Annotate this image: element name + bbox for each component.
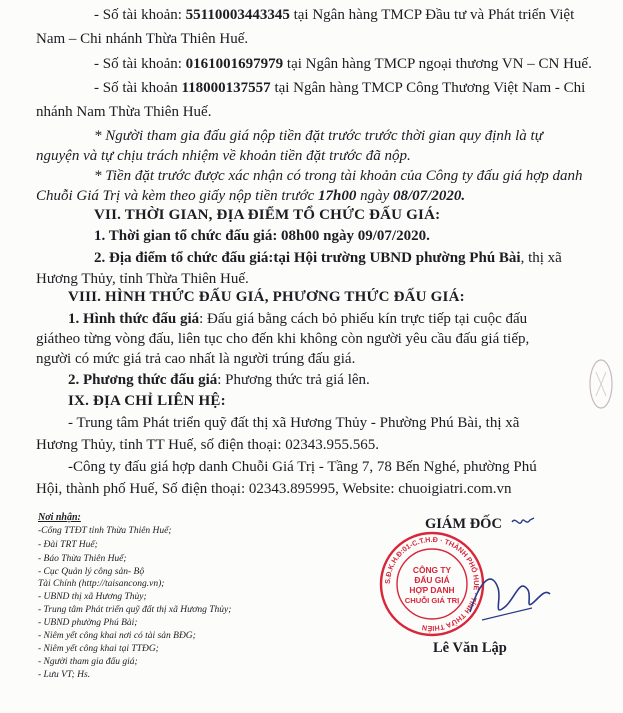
item-label: 1. Hình thức đấu giá	[68, 311, 200, 327]
seal-line: HỢP DANH	[409, 585, 455, 595]
recipient-item: - UBND phường Phú Bài;	[38, 618, 138, 628]
account-label: - Số tài khoản	[94, 80, 182, 96]
item-text: : Đấu giá bằng cách bỏ phiếu kín trực tiếp tại cuộc đấu	[199, 311, 528, 327]
account-bank: tại Ngân hàng TMCP Đầu tư và Phát triển Việt	[289, 7, 575, 23]
note-2-line2	[36, 187, 465, 205]
recipient-item: - Cục Quản lý công sản- Bộ	[38, 567, 145, 577]
initial-mark-icon	[510, 512, 536, 530]
item-label: 2. Địa điểm tổ chức đấu giá:	[94, 250, 274, 266]
section-9-heading: IX. ĐỊA CHỈ LIÊN HỆ:	[68, 393, 226, 409]
section-8-item-1-line2: giátheo từng vòng đấu, liên tục cho đến khi không còn người yêu cầu đấu giá tiếp,	[36, 331, 530, 347]
recipient-item: -Cổng TTĐT tỉnh Thừa Thiên Huế;	[38, 526, 172, 536]
recipient-item: - Đài TRT Huế;	[38, 540, 98, 550]
contact-2-line2: Hội, thành phố Huế, Số điện thoại: 02343.895995, Website: chuoigiatri.com.vn	[36, 481, 512, 497]
recipient-item: - Báo Thừa Thiên Huế;	[38, 554, 127, 564]
note-1-line1: * Người tham gia đấu giá nộp tiền đặt trước trước thời gian quy định là tự	[94, 128, 543, 144]
account-bank: tại Ngân hàng TMCP ngoại thương VN – CN Huế.	[283, 56, 592, 72]
section-8-item-1-line3: người có mức giá trả cao nhất là người trúng đấu giá.	[36, 351, 356, 367]
section-8-heading: VIII. HÌNH THỨC ĐẤU GIÁ, PHƯƠNG THỨC ĐẤU GIÁ:	[68, 289, 465, 305]
signer-name: Lê Văn Lập	[433, 640, 507, 656]
recipient-item: - Niêm yết công khai nơi có tài sản BĐG;	[38, 631, 196, 641]
note-2-line1: * Tiền đặt trước được xác nhận có trong tài khoản của Công ty đấu giá hợp danh	[94, 168, 583, 184]
recipient-item: - Trung tâm Phát triển quỹ đất thị xã Hương Thủy;	[38, 605, 232, 615]
note-1-line2: nguyện và tự chịu trách nhiệm về khoản tiền đặt trước đã nộp.	[36, 148, 411, 164]
recipient-item: Tài Chính (http://taisancong.vn);	[38, 579, 165, 589]
account-3-line2: nhánh Nam Thừa Thiên Huế.	[36, 104, 212, 120]
seal-ring-text: S.Đ.K.H.Đ:01-C.T.H.Đ · THÀNH PHỐ HUẾ · TỈNH THỪA THIÊN	[382, 534, 482, 634]
account-1-line	[94, 6, 574, 24]
account-number: 118000137557	[181, 80, 271, 96]
recipient-item: - Lưu VT; Hs.	[38, 670, 91, 680]
recipient-item: - UBND thị xã Hương Thủy;	[38, 592, 147, 602]
signature-title: GIÁM ĐỐC	[425, 516, 502, 532]
section-7-heading: VII. THỜI GIAN, ĐỊA ĐIỂM TỔ CHỨC ĐẤU GIÁ:	[94, 207, 441, 223]
note-text: ngày	[356, 188, 394, 204]
account-number: 0161001697979	[185, 56, 284, 72]
margin-stamp-icon	[588, 358, 614, 410]
section-7-item-2	[94, 249, 562, 267]
note-text: Chuỗi Giá Trị và kèm theo giấy nộp tiền trước	[36, 188, 318, 204]
account-1-line2: Nam – Chi nhánh Thừa Thiên Huế.	[36, 31, 249, 47]
item-tail: , thị xã	[520, 250, 562, 266]
note-date: 08/07/2020.	[393, 188, 466, 204]
contact-1-line1: - Trung tâm Phát triển quỹ đất thị xã Hương Thủy - Phường Phú Bài, thị xã	[68, 415, 520, 431]
handwritten-signature-icon	[462, 560, 552, 630]
item-text: : Phương thức trả giá lên.	[217, 372, 370, 388]
section-7-item-1: 1. Thời gian tổ chức đấu giá: 08h00 ngày 09/07/2020.	[94, 228, 430, 244]
contact-2-line1: -Công ty đấu giá hợp danh Chuỗi Giá Trị - Tầng 7, 78 Bến Nghé, phường Phú	[68, 459, 537, 475]
contact-1-line2: Hương Thủy, tỉnh TT Huế, số điện thoại: 02343.955.565.	[36, 437, 379, 453]
item-label: 2. Phương thức đấu giá	[68, 372, 218, 388]
recipients-title: Nơi nhận:	[38, 512, 81, 523]
seal-line: ĐẤU GIÁ	[414, 575, 450, 585]
note-time: 17h00	[318, 188, 357, 204]
account-2-line	[94, 55, 592, 73]
section-7-item-2-line2: Hương Thủy, tỉnh Thừa Thiên Huế.	[36, 271, 249, 287]
item-value: tại Hội trường UBND phường Phú Bài	[273, 250, 521, 266]
seal-line: CÔNG TY	[412, 565, 452, 575]
recipient-item: - Niêm yết công khai tại TTĐG;	[38, 644, 159, 654]
account-number: 55110003443345	[185, 7, 290, 23]
account-3-line	[94, 79, 585, 97]
account-label: - Số tài khoản:	[94, 7, 186, 23]
section-8-item-2	[68, 371, 370, 389]
recipient-item: - Người tham gia đấu giá;	[38, 657, 138, 667]
account-bank: tại Ngân hàng TMCP Công Thương Việt Nam - Chi	[270, 80, 586, 96]
account-label: - Số tài khoản:	[94, 56, 186, 72]
seal-line: CHUỖI GIÁ TRỊ	[404, 596, 460, 605]
section-8-item-1	[68, 310, 527, 328]
